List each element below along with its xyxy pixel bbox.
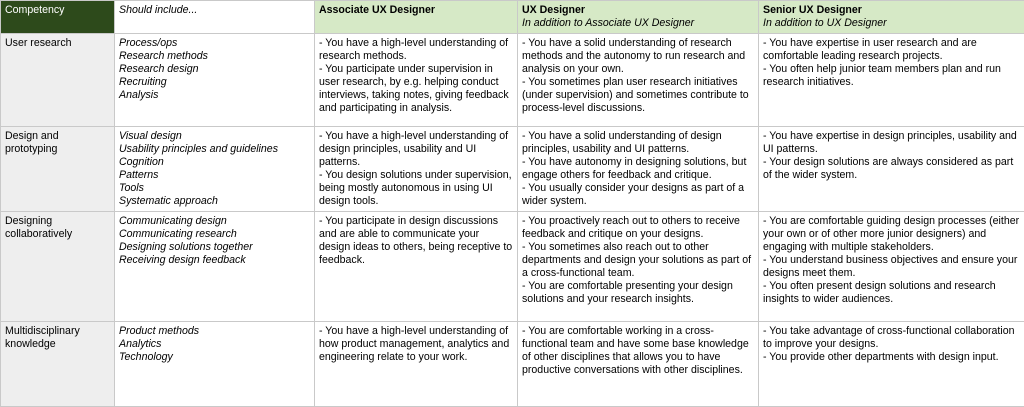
level-title: UX Designer: [522, 4, 754, 17]
include-item: Technology: [119, 351, 310, 364]
ux-designer-cell: [518, 322, 759, 407]
header-senior-ux-designer: [759, 1, 1024, 34]
senior-cell: [759, 34, 1024, 127]
associate-cell: [315, 34, 518, 127]
level-subtitle: In addition to Associate UX Designer: [522, 17, 754, 30]
description-line: - You have expertise in design principles, usability and UI patterns.: [763, 130, 1020, 156]
description-line: - You usually consider your designs as part of a wider system.: [522, 182, 754, 208]
include-item: Systematic approach: [119, 195, 310, 208]
table-row-multidisciplinary-knowledge: [1, 322, 1024, 407]
description-line: - You often present design solutions and research insights to wider audiences.: [763, 280, 1020, 306]
description-line: - You often help junior team members plan and run research initiatives.: [763, 63, 1020, 89]
senior-cell: [759, 212, 1024, 322]
header-should-include: Should include...: [115, 1, 315, 34]
include-item: Visual design: [119, 130, 310, 143]
level-subtitle: In addition to UX Designer: [763, 17, 1020, 30]
description-line: - You are comfortable working in a cross-functional team and have some base knowledge of other disciplines that allows you to have productive conversations with other disciplines.: [522, 325, 754, 377]
include-item: Communicating research: [119, 228, 310, 241]
ux-designer-cell: [518, 127, 759, 212]
table-row-designing-collaboratively: [1, 212, 1024, 322]
header-ux-designer: [518, 1, 759, 34]
include-item: Communicating design: [119, 215, 310, 228]
include-item: Research methods: [119, 50, 310, 63]
include-item: Recruiting: [119, 76, 310, 89]
description-line: - You are comfortable presenting your design solutions and your research insights.: [522, 280, 754, 306]
description-line: - You have a high-level understanding of research methods.: [319, 37, 513, 63]
description-line: - You participate under supervision in user research, by e.g. helping conduct interviews, taking notes, giving feedback and participating in analysis.: [319, 63, 513, 115]
description-line: - You understand business objectives and ensure your designs meet them.: [763, 254, 1020, 280]
description-line: - You sometimes also reach out to other departments and design your solutions as part of a cross-functional team.: [522, 241, 754, 280]
includes-cell: [115, 212, 315, 322]
competency-cell: Design and prototyping: [1, 127, 115, 212]
includes-cell: [115, 322, 315, 407]
include-item: Research design: [119, 63, 310, 76]
header-competency: Competency: [1, 1, 115, 34]
include-item: Analytics: [119, 338, 310, 351]
include-item: Patterns: [119, 169, 310, 182]
description-line: - You take advantage of cross-functional collaboration to improve your designs.: [763, 325, 1020, 351]
competency-cell: Multidisciplinary knowledge: [1, 322, 115, 407]
senior-cell: [759, 127, 1024, 212]
description-line: - You have a high-level understanding of how product management, analytics and engineering relate to your work.: [319, 325, 513, 364]
description-line: - Your design solutions are always considered as part of the wider system.: [763, 156, 1020, 182]
description-line: - You have a solid understanding of research methods and the autonomy to run research and analysis on your own.: [522, 37, 754, 76]
description-line: - You have expertise in user research and are comfortable leading research projects.: [763, 37, 1020, 63]
description-line: - You participate in design discussions and are able to communicate your design ideas to others, being receptive to feedback.: [319, 215, 513, 267]
level-title: Associate UX Designer: [319, 4, 513, 17]
associate-cell: [315, 127, 518, 212]
description-line: - You are comfortable guiding design processes (either your own or of other more junior designers) and engaging with multiple stakeholders.: [763, 215, 1020, 254]
competency-cell: User research: [1, 34, 115, 127]
description-line: - You proactively reach out to others to receive feedback and critique on your designs.: [522, 215, 754, 241]
ux-designer-cell: [518, 212, 759, 322]
header-associate-ux-designer: [315, 1, 518, 34]
include-item: Receiving design feedback: [119, 254, 310, 267]
senior-cell: [759, 322, 1024, 407]
include-item: Tools: [119, 182, 310, 195]
description-line: - You have autonomy in designing solutions, but engage others for feedback and critique.: [522, 156, 754, 182]
table-row-design-and-prototyping: [1, 127, 1024, 212]
include-item: Cognition: [119, 156, 310, 169]
associate-cell: [315, 322, 518, 407]
description-line: - You have a high-level understanding of design principles, usability and UI patterns.: [319, 130, 513, 169]
description-line: - You design solutions under supervision, being mostly autonomous in using UI design tools.: [319, 169, 513, 208]
include-item: Analysis: [119, 89, 310, 102]
description-line: - You have a solid understanding of design principles, usability and UI patterns.: [522, 130, 754, 156]
associate-cell: [315, 212, 518, 322]
competency-cell: Designing collaboratively: [1, 212, 115, 322]
includes-cell: [115, 34, 315, 127]
include-item: Usability principles and guidelines: [119, 143, 310, 156]
level-title: Senior UX Designer: [763, 4, 1020, 17]
includes-cell: [115, 127, 315, 212]
ux-designer-cell: [518, 34, 759, 127]
table-row-user-research: [1, 34, 1024, 127]
include-item: Process/ops: [119, 37, 310, 50]
include-item: Designing solutions together: [119, 241, 310, 254]
include-item: Product methods: [119, 325, 310, 338]
description-line: - You provide other departments with design input.: [763, 351, 1020, 364]
description-line: - You sometimes plan user research initiatives (under supervision) and sometimes contribute to process-level discussions.: [522, 76, 754, 115]
header-row: [1, 1, 1024, 34]
